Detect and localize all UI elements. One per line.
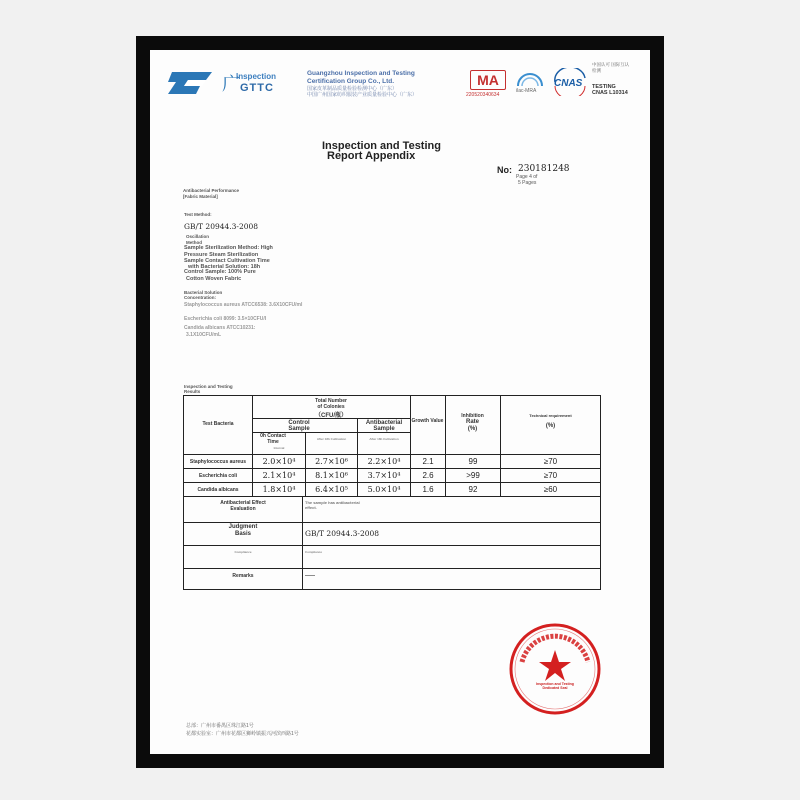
contact-line2: with Bacterial Solution: 18h: [188, 264, 261, 270]
brand-en-top: Inspection: [236, 72, 277, 81]
footer-address1: 总部：广州市番禺区珠江路1号: [186, 723, 254, 729]
evaluation-value-line1: The sample has antibacterial: [305, 500, 360, 505]
sub-after-control: After 18h Cultivation: [316, 437, 347, 441]
table-cell-antibacterial-18h: 3.7×10⁴: [367, 471, 401, 480]
table-cell-control-18h: 2.7×10⁶: [315, 457, 348, 466]
col-growth-header: Growth Value: [411, 418, 444, 424]
compliance-value: Compliance: [305, 550, 323, 554]
table-row-bacteria: Escherichia coli: [198, 473, 238, 479]
official-seal-icon: [508, 622, 602, 716]
method-label: Method: [186, 240, 202, 245]
table-cell-growth: 2.6: [422, 471, 434, 480]
cma-number: 220520340634: [466, 92, 500, 98]
col-rate-line1: Inhibition: [461, 413, 484, 419]
col-req-header: Technical requirement: [529, 413, 572, 418]
material-label: [Fabric Material]: [183, 194, 218, 199]
sub-0h-note: Interval: [273, 446, 285, 450]
org-name-cn2: 中国广州国家纺织服装产业质量检验中心（广东）: [307, 92, 418, 98]
org-name-line2: Certification Group Co., Ltd.: [307, 78, 395, 85]
cma-mark: MA: [470, 70, 506, 90]
report-title-line1: Inspection and Testing: [322, 140, 441, 152]
report-title-line2: Report Appendix: [327, 150, 416, 162]
col-antibacterial-line1: Antibacterial: [365, 420, 403, 426]
table-cell-requirement: ≥60: [543, 485, 558, 494]
sub-0h-line1: 0h Contact: [260, 433, 286, 439]
cert-testing: TESTING: [592, 84, 616, 90]
col-control-line2: Sample: [288, 426, 310, 432]
oscillation-label: Oscillation: [186, 234, 210, 239]
judgment-value: GB/T 20944.3-2008: [305, 529, 380, 538]
brand-cn: 广: [222, 74, 240, 95]
cnas-label: CNAS: [554, 78, 583, 89]
table-cell-antibacterial-18h: 2.2×10⁴: [367, 457, 401, 466]
footer-address2: 花都实验室：广州市花都区狮岭镇振兴河滨西路1号: [186, 731, 299, 737]
performance-label: Antibacterial Performance: [183, 188, 240, 193]
bacteria-line1: Staphylococcus aureus ATCC6538: 3.6X10CFU/ml: [184, 302, 303, 308]
table-row-bacteria: Staphylococcus aureus: [189, 459, 247, 465]
seal-subtext: Inspection and Testing Dedicated Seal: [536, 682, 574, 690]
table-cell-control-0h: 2.0×10⁴: [262, 457, 296, 466]
org-name-line1: Guangzhou Inspection and Testing: [307, 70, 415, 77]
col-total-unit: （CFU/瓶）: [315, 413, 347, 419]
evaluation-label-line1: Antibacterial Effect: [220, 500, 266, 506]
table-cell-requirement: ≥70: [543, 457, 558, 466]
table-cell-antibacterial-18h: 5.0×10⁴: [367, 485, 401, 494]
sterilization-line1: Sample Sterilization Method: High: [184, 245, 273, 251]
report-no-value: 230181248: [518, 164, 570, 174]
table-cell-control-18h: 8.1×10⁶: [315, 471, 348, 480]
page-indicator-line1: Page 4 of: [516, 174, 538, 180]
table-cell-control-18h: 6.4×10⁵: [315, 485, 348, 494]
table-cell-requirement: ≥70: [543, 471, 558, 480]
judgment-label-line2: Basis: [234, 531, 251, 537]
ilac-label: ilac-MRA: [516, 88, 537, 94]
judgment-label-line1: Judgment: [228, 524, 258, 530]
table-cell-rate: >99: [466, 471, 480, 480]
col-rate-line2: Rate: [465, 419, 479, 425]
control-line1: Control Sample: 100% Pure: [184, 269, 256, 275]
table-cell-rate: 92: [468, 485, 478, 494]
bacteria-line2: Escherichia coli 8099: 3.5×10CFU/I: [184, 316, 267, 322]
table-cell-rate: 99: [468, 457, 478, 466]
evaluation-value-line2: effect.: [305, 505, 317, 510]
cert-cnas-number: CNAS L10314: [592, 90, 628, 96]
sterilization-line2: Pressure Steam Sterilization: [184, 252, 259, 258]
page-indicator-line2: 5 Pages: [518, 180, 537, 186]
col-rate-unit: (%): [467, 426, 478, 432]
table-cell-growth: 1.6: [422, 485, 434, 494]
control-line2: Cotton Woven Fabric: [186, 276, 242, 282]
bacteria-line3: Candida albicans ATCC10231:: [184, 325, 256, 331]
contact-line1: Sample Contact Cultivation Time: [184, 258, 270, 264]
compliance-label: Compliance: [234, 550, 252, 554]
evaluation-label-line2: Evaluation: [230, 506, 256, 512]
sub-0h-line2: Time: [267, 439, 279, 445]
remarks-label: Remarks: [232, 573, 254, 579]
col-antibacterial-line2: Sample: [373, 426, 395, 432]
remarks-value: ——: [305, 573, 315, 579]
col-bacteria-header: Test Bacteria: [202, 421, 234, 427]
results-label-line2: Results: [184, 389, 201, 394]
table-cell-control-0h: 2.1×10⁴: [262, 471, 296, 480]
report-page: [150, 50, 650, 754]
solution-label-line1: Bacterial Solution: [184, 290, 223, 295]
cert-cn: 中国认可 国际互认 检测: [592, 62, 630, 73]
sub-after-antibacterial: After 18h Cultivation: [369, 437, 399, 441]
org-name-cn1: 国家皮革制品质量检验检测中心（广东）: [307, 86, 398, 92]
solution-label-line2: Concentration:: [184, 295, 216, 300]
test-method-value: GB/T 20944.3-2008: [184, 222, 259, 231]
gttc-logo-icon: [166, 68, 218, 98]
col-total-line2: of Colonies: [317, 404, 345, 410]
report-no-label: No:: [497, 165, 512, 175]
test-method-label: Test Method:: [184, 212, 212, 217]
bacteria-line4: 3.1X10CFU/mL: [186, 332, 222, 338]
results-label-line1: Inspection and Testing: [184, 384, 233, 389]
results-table: [183, 395, 601, 590]
col-req-unit: (%): [545, 423, 556, 429]
table-cell-control-0h: 1.8×10⁴: [262, 485, 296, 494]
table-row-bacteria: Candida albicans: [197, 487, 239, 493]
table-cell-growth: 2.1: [422, 457, 434, 466]
col-control-line1: Control: [288, 420, 310, 426]
col-total-line1: Total Number: [315, 398, 347, 404]
brand-abbr: GTTC: [240, 82, 274, 94]
